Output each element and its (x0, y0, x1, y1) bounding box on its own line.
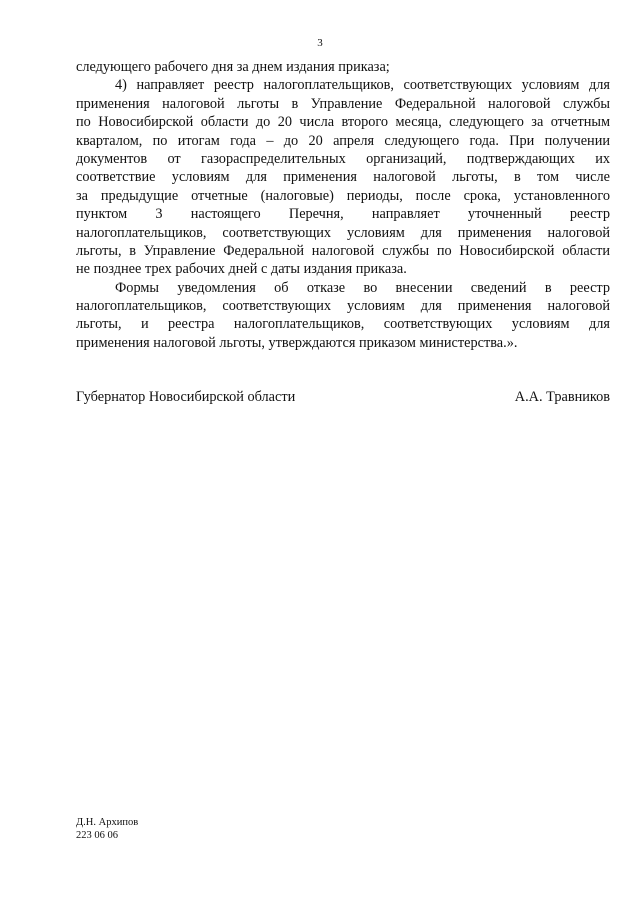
paragraph-line: документов от газораспределительных организаций, подтверждающих их (76, 150, 610, 167)
paragraph-line: льготы, в Управление Федеральной налоговой службы по Новосибирской области (76, 242, 610, 259)
paragraph-line: кварталом, по итогам года – до 20 апреля следующего года. При получении (76, 132, 610, 149)
executor-block (76, 817, 138, 842)
paragraph-line: следующего рабочего дня за днем издания приказа; (76, 59, 390, 75)
signatory-position: Губернатор Новосибирской области (76, 389, 296, 405)
paragraph-line: льготы, и реестра налогоплательщиков, соответствующих условиям для (76, 316, 610, 333)
paragraph-line: не позднее трех рабочих дней с даты издания приказа. (76, 261, 407, 278)
paragraph-line: соответствие условиям для применения налоговой льготы, в том числе (76, 169, 610, 186)
executor-name: Д.Н. Архипов (76, 817, 139, 828)
paragraph-line: 4) направляет реестр налогоплательщиков, соответствующих условиям для (115, 77, 610, 94)
paragraph-line: налогоплательщиков, соответствующих условиям для применения налоговой (76, 298, 610, 315)
paragraph-line: применения налоговой льготы в Управление Федеральной налоговой службы (76, 95, 610, 112)
signature-block (76, 388, 610, 406)
executor-phone: 223 06 06 (76, 829, 118, 841)
document-body (76, 58, 610, 352)
paragraph-line: пунктом 3 настоящего Перечня, направляет уточненный реестр (76, 206, 610, 223)
paragraph-line: налогоплательщиков, соответствующих условиям для применения налоговой (76, 224, 610, 241)
paragraph-line: за предыдущие отчетные (налоговые) периоды, после срока, установленного (76, 187, 610, 204)
signatory-name: А.А. Травников (514, 389, 610, 405)
paragraph-line: применения налоговой льготы, утверждаются приказом министерства.». (76, 334, 518, 351)
page-number: 3 (317, 37, 323, 49)
paragraph-line: по Новосибирской области до 20 числа второго месяца, следующего за отчетным (76, 114, 610, 131)
paragraph-line: Формы уведомления об отказе во внесении сведений в реестр (115, 279, 610, 296)
